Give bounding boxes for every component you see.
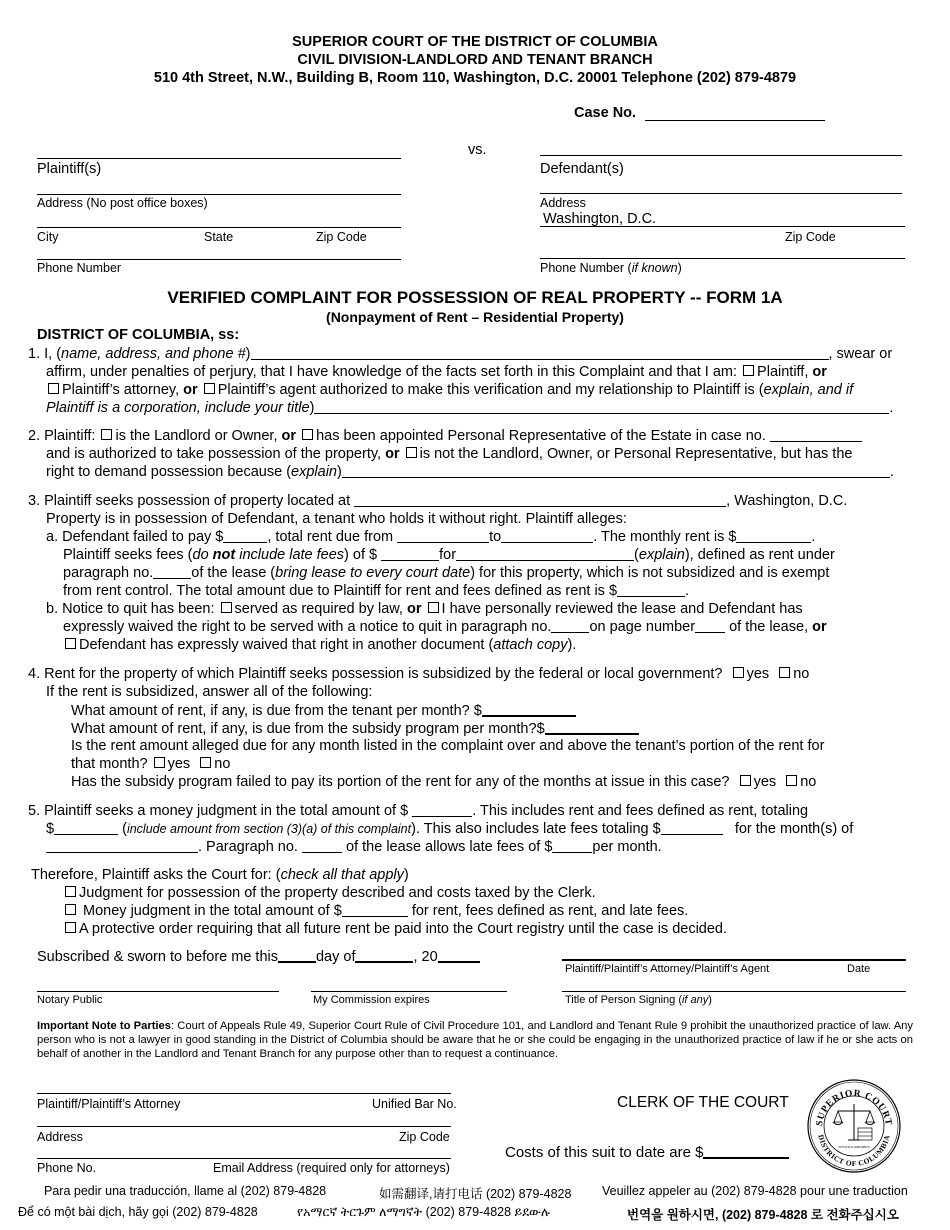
clause-3b-line-1: b. Notice to quit has been: served as required by law, or I have personally reviewed the lease and Defendant has — [46, 601, 803, 617]
possession-reason-field[interactable] — [342, 463, 890, 478]
rent-to-field[interactable] — [501, 528, 593, 543]
attorney-name-field[interactable] — [37, 1093, 451, 1094]
waiver-paragraph-field[interactable] — [551, 618, 589, 633]
subsidy-failed-yes-checkbox[interactable] — [740, 775, 751, 786]
plaintiff-city-label: City — [37, 230, 59, 244]
clause-1-line-2: affirm, under penalties of perjury, that I have knowledge of the facts set forth in this Complaint and that I am: Plaintiff, or — [46, 364, 827, 380]
plaintiff-label: Plaintiff(s) — [37, 161, 102, 177]
seal-bottom-text: DISTRICT OF COLUMBIA — [816, 1133, 892, 1169]
affiant-field[interactable] — [251, 345, 829, 360]
money-judgment-field[interactable] — [342, 902, 408, 917]
defendant-phone-label: Phone Number (if known) — [540, 261, 682, 275]
clause-4-q1: What amount of rent, if any, is due from the tenant per month? $ — [71, 701, 576, 720]
rent-from-field[interactable] — [397, 528, 489, 543]
representative-checkbox[interactable] — [302, 429, 313, 440]
fees-for-field[interactable] — [456, 546, 634, 561]
plaintiff-zip-label: Zip Code — [316, 230, 367, 244]
fees-amount-field[interactable] — [381, 546, 439, 561]
judgment-total-field[interactable] — [412, 802, 472, 817]
plaintiff-city-field[interactable] — [37, 227, 401, 228]
estate-case-field[interactable] — [770, 427, 862, 442]
plaintiff-state-label: State — [204, 230, 234, 244]
clause-4-line-1: 4. Rent for the property of which Plaintiff seeks possession is subsidized by the federal or local government? yes no — [28, 666, 810, 682]
clause-3-line-2: Property is in possession of Defendant, a tenant who holds it without right. Plaintiff alleges: — [46, 511, 627, 527]
case-no-label: Case No. — [574, 105, 637, 121]
plaintiff-phone-label: Phone Number — [37, 261, 122, 275]
costs-label: Costs of this suit to date are $ — [505, 1144, 789, 1161]
tenant-portion-field[interactable] — [482, 701, 576, 717]
late-fee-rate-field[interactable] — [552, 838, 592, 853]
commission-label: My Commission expires — [313, 994, 430, 1006]
form-title: VERIFIED COMPLAINT FOR POSSESSION OF REAL PROPERTY -- FORM 1A — [167, 288, 783, 307]
vs-label: vs. — [468, 142, 487, 158]
clerk-label: CLERK OF THE COURT — [617, 1094, 789, 1111]
relationship-field[interactable] — [314, 399, 889, 414]
clause-4-line-2: If the rent is subsidized, answer all of the following: — [46, 684, 373, 700]
sworn-month-field[interactable] — [355, 947, 413, 963]
seal-top-text: SUPERIOR COURT — [814, 1088, 894, 1127]
over-portion-yes-checkbox[interactable] — [154, 757, 165, 768]
court-address: 510 4th Street, N.W., Building B, Room 110, Washington, D.C. 20001 Telephone (202) 879-4879 — [153, 70, 797, 86]
clause-4-q3-answer: that month? yes no — [71, 756, 231, 772]
clause-4-q3: Is the rent amount alleged due for any month listed in the complaint over and above the tenant’s portion of the rent for — [71, 738, 825, 754]
agent-checkbox[interactable] — [204, 383, 215, 394]
clause-3b-line-2: expressly waived the right to be served with a notice to quit in paragraph no. on page number of the lease, or — [63, 619, 827, 635]
clause-4-q2: What amount of rent, if any, is due from the subsidy program per month?$ — [71, 719, 639, 738]
title-signing-field[interactable] — [562, 991, 906, 992]
sworn-day-field[interactable] — [278, 947, 316, 963]
over-portion-no-checkbox[interactable] — [200, 757, 211, 768]
subsidized-yes-checkbox[interactable] — [733, 667, 744, 678]
translation-chinese: 如需翻译,请打电话 (202) 879-4828 — [379, 1187, 572, 1201]
notary-label: Notary Public — [37, 994, 103, 1006]
attorney-address-label: Address — [37, 1130, 83, 1144]
late-fees-field[interactable] — [661, 820, 723, 835]
translation-korean: 번역을 원하시면, (202) 879-4828 로 전화주십시오 — [627, 1208, 899, 1222]
plaintiff-checkbox[interactable] — [743, 365, 754, 376]
attorney-address-field[interactable] — [37, 1126, 451, 1127]
important-note: Important Note to Parties: Court of Appeals Rule 49, Superior Court Rule of Civil Procedure 101, and Landlord and Tenant Rule 9 prohibit the unauthorized practice of law. Any person who is not a lawyer in good standing in the District of Columbia should be aware that he or she could be engaging in the unauthorized practice of law if he or she acts on behalf of another in the Landlord and Tenant Branch for any purpose other than to request a continuance. — [37, 1020, 913, 1060]
attorney-checkbox[interactable] — [48, 383, 59, 394]
waiver-page-field[interactable] — [695, 618, 725, 633]
plaintiff-address-label: Address (No post office boxes) — [37, 196, 208, 210]
translation-vietnamese: Để có một bài dịch, hãy gọi (202) 879-4828 — [18, 1205, 258, 1219]
relief-option-money: Money judgment in the total amount of $ for rent, fees defined as rent, and late fees. — [63, 902, 688, 920]
sworn-year-field[interactable] — [438, 947, 480, 963]
clause-1-line-1: 1. I, (name, address, and phone #) , swear or — [28, 346, 893, 362]
translation-amharic: የአማርኛ ትርጉም ለማግኛት (202) 879-4828 ይደውሉ — [297, 1205, 550, 1219]
clause-3a-line-2: Plaintiff seeks fees (do not include late fees) of $ for (explain), defined as rent under — [63, 547, 835, 563]
attorney-phone-field[interactable] — [37, 1158, 451, 1159]
court-division: CIVIL DIVISION-LANDLORD AND TENANT BRANCH — [297, 52, 653, 68]
signature-label: Plaintiff/Plaintiff’s Attorney/Plaintiff’s Agent — [565, 963, 770, 975]
court-name: SUPERIOR COURT OF THE DISTRICT OF COLUMBIA — [292, 34, 658, 50]
other-document-checkbox[interactable] — [65, 638, 76, 649]
relief-option-possession: Judgment for possession of the property described and costs taxed by the Clerk. — [63, 884, 596, 902]
defendant-phone-field[interactable] — [540, 258, 905, 259]
clause-1-line-4: Plaintiff is a corporation, include your title) . — [46, 400, 894, 416]
lease-paragraph-field[interactable] — [153, 564, 191, 579]
commission-field[interactable] — [311, 991, 507, 992]
signature-field[interactable] — [562, 959, 906, 961]
monthly-rent-field[interactable] — [736, 528, 811, 543]
clause-5-line-2: $ (include amount from section (3)(a) of this complaint). This also includes late fees totaling $ for the month(s) of — [46, 821, 854, 837]
subsidy-portion-field[interactable] — [545, 719, 639, 735]
clause-5-line-3: . Paragraph no. of the lease allows late fees of $ per month. — [46, 838, 662, 856]
attorney-phone-label: Phone No. — [37, 1161, 97, 1175]
defendant-city-field[interactable] — [540, 226, 905, 227]
not-landlord-checkbox[interactable] — [406, 447, 417, 458]
attorney-zip-label: Zip Code — [399, 1130, 450, 1144]
late-fee-months-field[interactable] — [46, 838, 198, 853]
clause-1-line-3: Plaintiff’s attorney, or Plaintiff’s agent authorized to make this verification and my relationship to Plaintiff is (explain, and if — [46, 381, 853, 399]
possession-checkbox[interactable] — [65, 886, 76, 897]
plaintiff-name-field[interactable] — [37, 158, 401, 159]
defendant-name-field[interactable] — [540, 155, 902, 156]
late-fee-paragraph-field[interactable] — [302, 838, 342, 853]
clause-2-line-1: 2. Plaintiff: is the Landlord or Owner, or has been appointed Personal Representative of the Estate in case no. — [28, 427, 862, 445]
plaintiff-phone-field[interactable] — [37, 259, 401, 260]
relief-option-protective: A protective order requiring that all future rent be paid into the Court registry until the case is decided. — [63, 920, 727, 938]
seal-motto: JUSTITIA OMNIBUS — [838, 1145, 870, 1149]
defendant-label: Defendant(s) — [540, 161, 624, 177]
bar-number-label: Unified Bar No. — [372, 1097, 457, 1111]
date-label: Date — [847, 963, 871, 975]
costs-field[interactable] — [703, 1144, 789, 1159]
plaintiff-address-field[interactable] — [37, 194, 401, 195]
protective-order-checkbox[interactable] — [65, 922, 76, 933]
clause-3a-line-4: from rent control. The total amount due to Plaintiff for rent and fees defined as rent is $ . — [63, 583, 690, 599]
clause-4-q4: Has the subsidy program failed to pay its portion of the rent for any of the months at issue in this case? yes no — [71, 774, 817, 790]
lease-waiver-checkbox[interactable] — [428, 602, 439, 613]
clause-5-line-1: 5. Plaintiff seeks a money judgment in the total amount of $ . This includes rent and fees defined as rent, totaling — [28, 803, 809, 819]
jurisdiction: DISTRICT OF COLUMBIA, ss: — [37, 327, 240, 343]
notary-field[interactable] — [37, 991, 279, 992]
notice-served-checkbox[interactable] — [221, 602, 232, 613]
translation-spanish: Para pedir una traducción, llame al (202) 879-4828 — [44, 1184, 327, 1198]
defendant-address-label: Address — [540, 196, 586, 210]
court-seal-icon — [806, 1078, 902, 1174]
clause-2-line-3: right to demand possession because (explain) . — [46, 464, 894, 480]
sworn-line: Subscribed & sworn to before me this day of , 20 — [37, 947, 480, 966]
clause-2-line-2: and is authorized to take possession of the property, or is not the Landlord, Owner, or Personal Representative, but has the — [46, 446, 853, 462]
defendant-zip-label: Zip Code — [785, 230, 836, 244]
subsidy-failed-no-checkbox[interactable] — [786, 775, 797, 786]
subsidized-no-checkbox[interactable] — [779, 667, 790, 678]
landlord-checkbox[interactable] — [101, 429, 112, 440]
clause-3-line-1: 3. Plaintiff seeks possession of property located at , Washington, D.C. — [28, 493, 848, 509]
defendant-address-field[interactable] — [540, 193, 902, 194]
unpaid-rent-field[interactable] — [223, 528, 267, 543]
clause-3b-line-3: Defendant has expressly waived that right in another document (attach copy). — [63, 636, 576, 654]
translation-french: Veuillez appeler au (202) 879-4828 pour une traduction — [602, 1184, 908, 1198]
case-no-field[interactable] — [645, 120, 825, 121]
money-judgment-checkbox[interactable] — [65, 904, 76, 915]
attorney-email-label: Email Address (required only for attorneys) — [213, 1161, 450, 1175]
defendant-city-value: Washington, D.C. — [543, 211, 657, 227]
relief-heading: Therefore, Plaintiff asks the Court for: (check all that apply) — [31, 867, 409, 883]
attorney-label: Plaintiff/Plaintiff’s Attorney — [37, 1097, 181, 1111]
rent-fees-total-field[interactable] — [54, 820, 118, 835]
title-signing-label: Title of Person Signing (if any) — [565, 994, 712, 1006]
form-subtitle: (Nonpayment of Rent – Residential Property) — [326, 309, 624, 325]
total-rent-fees-field[interactable] — [617, 582, 685, 597]
clause-3a-line-1: a. Defendant failed to pay $ , total rent due from to . The monthly rent is $ . — [46, 529, 816, 545]
clause-3a-line-3: paragraph no. of the lease (bring lease to every court date) for this property, which is not subsidized and is exempt — [63, 565, 830, 581]
property-address-field[interactable] — [354, 492, 726, 507]
